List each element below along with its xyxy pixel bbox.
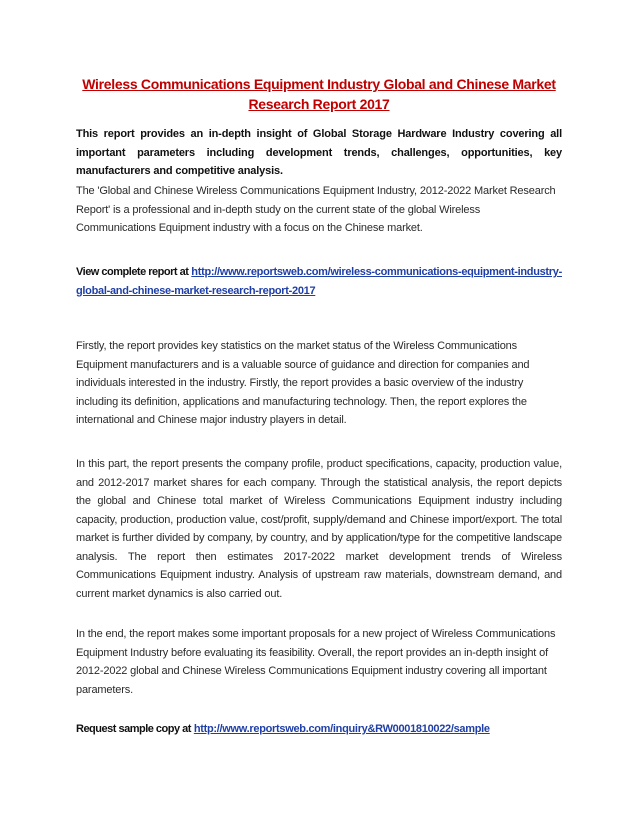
- report-title: Wireless Communications Equipment Industry Global and Chinese Market Research Report 2017: [82, 76, 556, 112]
- body-paragraph-analysis: In this part, the report presents the company profile, product specifications, capacity, production value, and 2012-2017 market shares for each company. Through the statistical analysis, the report depicts the global and Chinese total market of Wireless Communications Equipment industry including capacity, production, production value, cost/profit, supply/demand and Chinese import/export. The total market is further divided by company, by country, and by application/type for the competitive landscape analysis. The report then estimates 2017-2022 market development trends of Wireless Communications Equipment industry. Analysis of upstream raw materials, downstream demand, and current market dynamics is also carried out.: [76, 458, 562, 600]
- intro-summary: This report provides an in-depth insight of Global Storage Hardware Industry covering all important parameters including development trends, challenges, opportunities, key manufacturers and competitive analysis.: [76, 128, 562, 177]
- request-sample-label: Request sample copy at: [76, 723, 191, 735]
- request-sample-link[interactable]: http://www.reportsweb.com/inquiry&RW0001810022/sample: [193, 723, 490, 735]
- body-paragraph-overview: Firstly, the report provides key statistics on the market status of the Wireless Communications Equipment manufacturers and is a valuable source of guidance and direction for companies and individuals interested in the industry. Firstly, the report provides a basic overview of the industry including its definition, applications and manufacturing technology. Then, the report explores the international and Chinese major industry players in detail.: [76, 340, 530, 426]
- request-sample-line: [76, 720, 562, 739]
- intro-paragraph: The 'Global and Chinese Wireless Communications Equipment Industry, 2012-2022 Market Research Report' is a professional and in-depth study on the current state of the global Wireless Communications Equipment industry with a focus on the Chinese market.: [76, 185, 556, 234]
- view-report-label: View complete report at: [76, 266, 189, 278]
- view-report-line: [76, 263, 562, 300]
- body-paragraph-conclusion: In the end, the report makes some important proposals for a new project of Wireless Communications Equipment Industry before evaluating its feasibility. Overall, the report provides an in-depth insight of 2012-2022 global and Chinese Wireless Communications Equipment industry covering all important parameters.: [76, 628, 556, 696]
- view-report-link[interactable]: http://www.reportsweb.com/wireless-communications-equipment-industry-global-and-chinese-market-research-report-2017: [76, 266, 562, 297]
